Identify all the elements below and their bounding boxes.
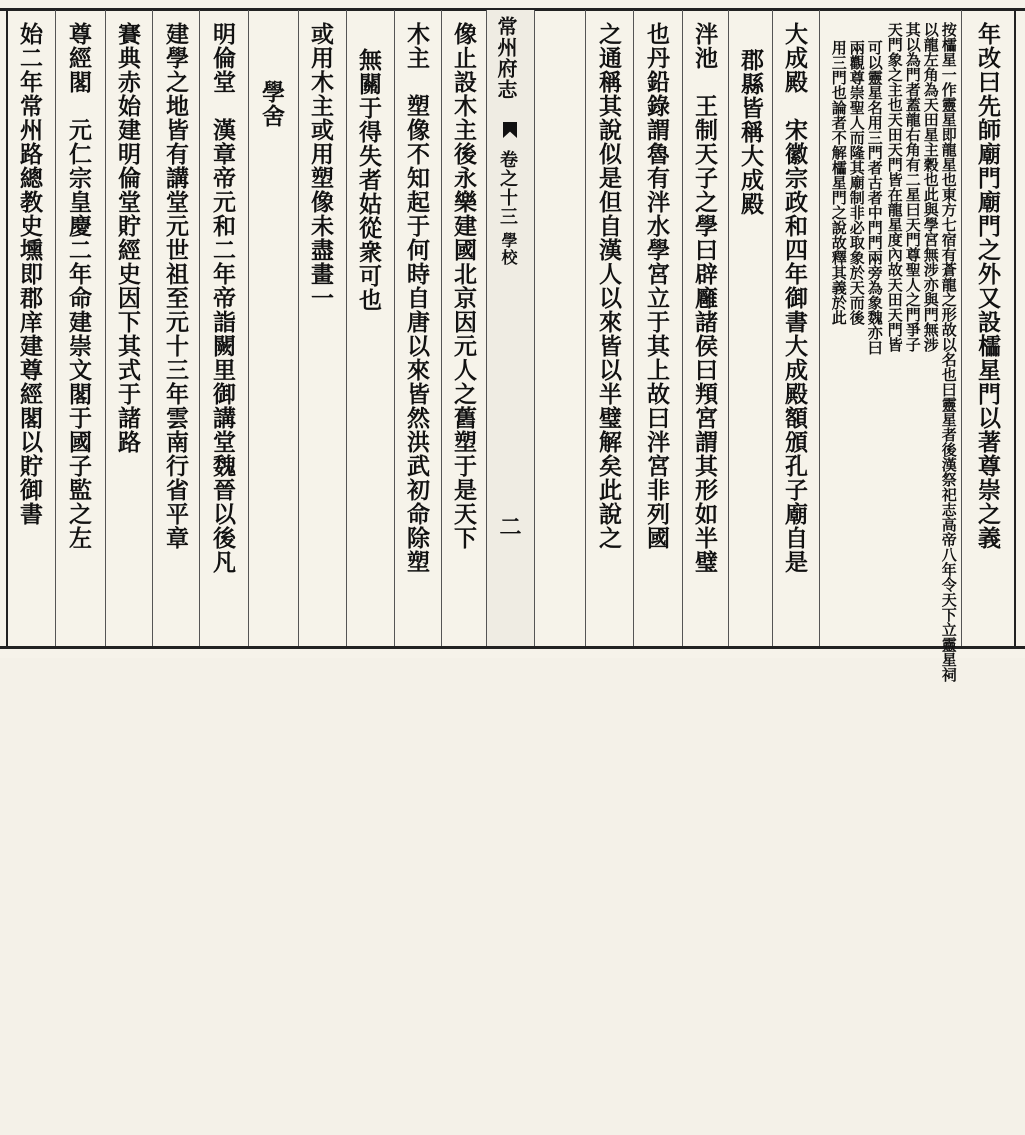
column-rule (534, 10, 535, 646)
text-column: 像止設木主後永樂建國北京因元人之舊塑于是天下 (450, 22, 477, 550)
annotation-column: 兩觀尊崇聖人而隆其廟制非必取象於天而後 (847, 40, 866, 325)
text-column: 無關于得失者姑從衆可也 (355, 48, 382, 312)
annotation-column: 可以靈星名用三門者古者中門門兩旁為象魏亦曰 (865, 40, 884, 355)
column-rule (248, 10, 249, 646)
annotation-column: 按櫺星一作靈星即龍星也東方七宿有蒼龍之形故以名也曰靈星者後漢祭祀志高帝八年令天下立靈星祠 (939, 22, 958, 682)
column-rule (199, 10, 200, 646)
column-rule (346, 10, 347, 646)
annotation-column: 用三門也論者不解櫺星門之說故釋其義於此 (829, 40, 848, 325)
annotation-column: 以龍左角為天田星主穀也此與學宮無涉亦與門無涉 (921, 22, 940, 352)
column-rule (152, 10, 153, 646)
text-column: 始二年常州路總教史壎即郡庠建尊經閣以貯御書 (16, 22, 43, 526)
text-column: 木主 塑像不知起于何時自唐以來皆然洪武初命除塑 (403, 22, 430, 574)
annotation-column: 其以為門者蓋龍右角有二星曰天門尊聖人之門爭子 (903, 22, 922, 352)
text-column: 大成殿 宋徽宗政和四年御書大成殿額頒孔子廟自是 (781, 22, 808, 574)
margin-volume: 卷之十三 (497, 150, 518, 226)
column-rule (682, 10, 683, 646)
column-rule (633, 10, 634, 646)
column-rule (55, 10, 56, 646)
text-column: 尊經閣 元仁宗皇慶二年命建崇文閣于國子監之左 (65, 22, 92, 550)
column-rule (298, 10, 299, 646)
margin-page-number: 二 (496, 515, 522, 538)
margin-title: 常州府志 (494, 16, 518, 100)
margin-section: 學校 (499, 232, 518, 266)
section-heading: 學舍 (258, 80, 285, 128)
column-rule (961, 10, 962, 646)
column-rule (728, 10, 729, 646)
text-column: 泮池 王制天子之學曰辟廱諸侯曰頖宮謂其形如半璧 (691, 22, 718, 574)
text-column: 明倫堂 漢章帝元和二年帝詣闕里御講堂魏晉以後凡 (209, 22, 236, 574)
column-rule (105, 10, 106, 646)
text-column: 也丹鉛錄謂魯有泮水學宮立于其上故曰泮宮非列國 (643, 22, 670, 550)
text-column: 建學之地皆有講堂元世祖至元十三年雲南行省平章 (162, 22, 189, 550)
column-rule (772, 10, 773, 646)
text-column: 賽典赤始建明倫堂貯經史因下其式于諸路 (114, 22, 141, 454)
annotation-column: 天門象之主也天田天門皆在龍星度內故天田天門皆 (885, 22, 904, 352)
text-column: 郡縣皆稱大成殿 (737, 48, 764, 216)
text-column: 之通稱其說似是但自漢人以來皆以半璧解矣此說之 (595, 22, 622, 550)
column-rule (394, 10, 395, 646)
column-rule (486, 10, 487, 646)
column-rule (1014, 10, 1016, 646)
column-rule (6, 10, 8, 646)
text-column: 年改曰先師廟門廟門之外又設櫺星門以著尊崇之義 (974, 22, 1001, 550)
column-rule (441, 10, 442, 646)
text-column: 或用木主或用塑像未盡畫一 (307, 22, 334, 310)
column-rule (585, 10, 586, 646)
column-rule (819, 10, 820, 646)
